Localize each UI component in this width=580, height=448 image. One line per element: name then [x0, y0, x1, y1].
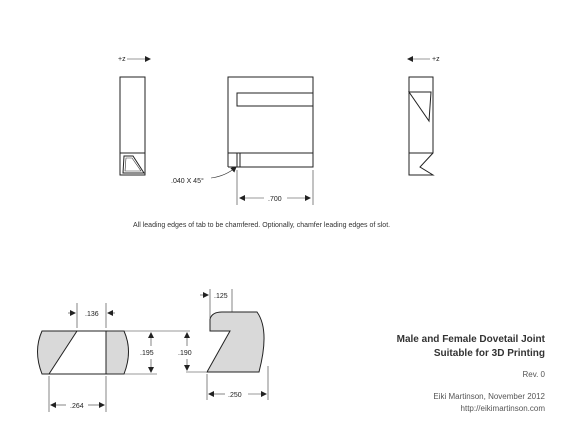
dim-195-label: .195	[140, 350, 154, 357]
right-view-slot	[409, 92, 431, 121]
dim-250-label: .250	[228, 392, 242, 399]
title-line-1: Male and Female Dovetail Joint	[396, 334, 545, 345]
chamfer-note: All leading edges of tab to be chamfered. Optionally, chamfer leading edges of slot.	[133, 222, 391, 229]
title-block	[397, 334, 546, 413]
author-date: Eiki Martinson, November 2012	[433, 392, 545, 401]
front-view-tab	[237, 153, 313, 167]
tab-section-shape	[207, 312, 264, 372]
title-line-2: Suitable for 3D Printing	[433, 348, 545, 359]
left-side-view	[118, 56, 150, 175]
front-view-slot	[237, 93, 313, 106]
dim-190-label: .190	[178, 350, 192, 357]
front-view	[171, 77, 313, 205]
tab-section	[178, 289, 268, 400]
dim-264-label: .264	[70, 403, 84, 410]
dim-136-label: .136	[85, 311, 99, 318]
dim-700-label: .700	[268, 196, 282, 203]
chamfer-leader	[211, 167, 236, 178]
right-axis-label: +z	[432, 56, 440, 63]
revision: Rev. 0	[522, 370, 545, 379]
left-view-body	[120, 77, 145, 153]
author-url: http://eikimartinson.com	[460, 404, 545, 413]
slot-section	[38, 303, 191, 412]
right-side-view	[408, 56, 440, 175]
front-view-body	[228, 77, 313, 153]
chamfer-dimension: .040 X 45°	[171, 178, 204, 185]
dim-125-label: .125	[214, 293, 228, 300]
left-axis-label: +z	[118, 56, 126, 63]
